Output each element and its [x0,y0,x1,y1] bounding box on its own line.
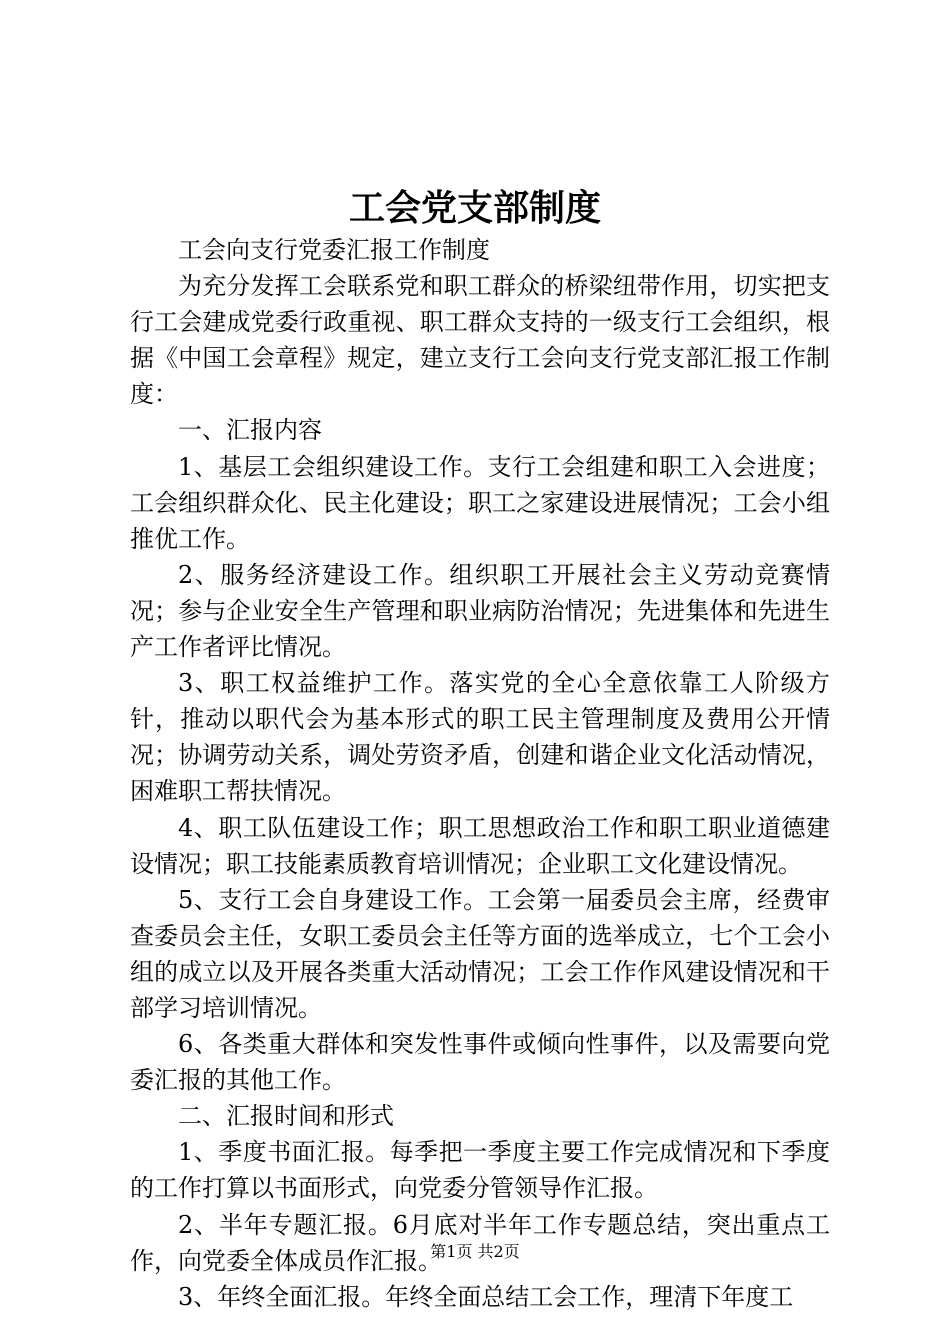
list-item: 3、年终全面汇报。年终全面总结工会工作，理清下年度工 [178,1282,794,1311]
list-item: 1、基层工会组织建设工作。支行工会组建和职工入会进度；工会组织群众化、民主化建设；职工之家建设进展情况；工会小组推优工作。 [130,452,830,553]
document-body [130,232,830,1315]
document-title: 工会党支部制度 [348,187,601,229]
list-item: 4、职工队伍建设工作；职工思想政治工作和职工职业道德建设情况；职工技能素质教育培训情况；企业职工文化建设情况。 [130,813,830,878]
list-item: 1、季度书面汇报。每季把一季度主要工作完成情况和下季度的工作打算以书面形式，向党委分管领导作汇报。 [130,1138,830,1203]
intro-paragraph: 为充分发挥工会联系党和职工群众的桥梁纽带作用，切实把支行工会建成党委行政重视、职工群众支持的一级支行工会组织，根据《中国工会章程》规定，建立支行工会向支行党支部汇报工作制度： [130,272,830,409]
list-item: 6、各类重大群体和突发性事件或倾向性事件，以及需要向党委汇报的其他工作。 [130,1030,830,1095]
section-heading: 工会向支行党委汇报工作制度 [178,236,490,264]
list-item: 3、职工权益维护工作。落实党的全心全意依靠工人阶级方针，推动以职代会为基本形式的职工民主管理制度及费用公开情况；协调劳动关系，调处劳资矛盾，创建和谐企业文化活动情况，困难职工帮扶情况。 [130,669,830,806]
section-heading: 二、汇报时间和形式 [178,1102,394,1131]
list-item: 5、支行工会自身建设工作。工会第一届委员会主席，经费审查委员会主任，女职工委员会主任等方面的选举成立，七个工会小组的成立以及开展各类重大活动情况；工会工作作风建设情况和干部学习培训情况。 [130,885,830,1022]
list-item: 2、半年专题汇报。6月底对半年工作专题总结，突出重点工作，向党委全体成员作汇报。 [130,1210,830,1275]
section-heading: 一、汇报内容 [178,416,322,445]
page-number-footer: 第1页 共2页 [430,1242,520,1261]
list-item: 2、服务经济建设工作。组织职工开展社会主义劳动竞赛情况；参与企业安全生产管理和职业病防治情况；先进集体和先进生产工作者评比情况。 [130,560,830,662]
